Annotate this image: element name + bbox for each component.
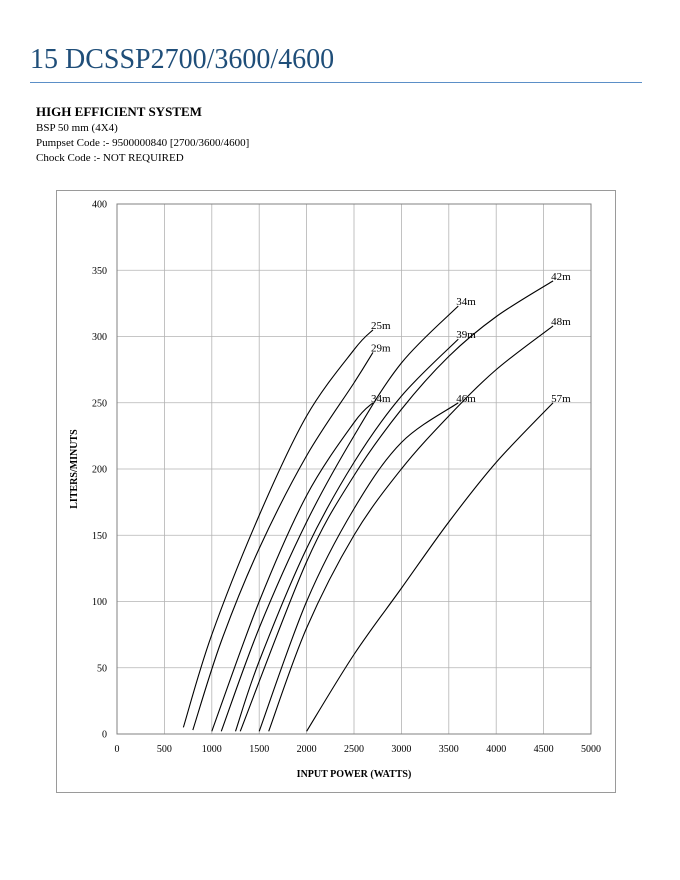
y-tick-label: 300 bbox=[92, 332, 107, 343]
system-heading: HIGH EFFICIENT SYSTEM bbox=[36, 104, 202, 119]
curve-label-39m: 39m bbox=[456, 329, 476, 342]
page-title: 15 DCSSP2700/3600/4600 bbox=[30, 44, 335, 75]
y-axis-label: LITERS/MINUTS bbox=[69, 429, 80, 509]
x-tick-label: 5000 bbox=[581, 744, 601, 755]
head-curve-42m bbox=[240, 281, 553, 731]
chock-code: Chock Code :- NOT REQUIRED bbox=[36, 152, 184, 164]
y-tick-label: 0 bbox=[102, 729, 107, 741]
x-tick-label: 1000 bbox=[201, 744, 222, 755]
head-curve-57m bbox=[307, 403, 553, 732]
pumpset-code: Pumpset Code :- 9500000840 [2700/3600/4600] bbox=[36, 137, 250, 149]
curve-label-42m: 42m bbox=[551, 270, 571, 283]
x-tick-label: 500 bbox=[156, 744, 172, 755]
curve-label-25m: 25m bbox=[370, 319, 391, 332]
x-tick-label: 4500 bbox=[533, 744, 554, 755]
y-tick-label: 100 bbox=[92, 597, 107, 608]
x-tick-label: 4000 bbox=[486, 744, 507, 755]
y-tick-label: 150 bbox=[92, 530, 107, 542]
y-tick-label: 350 bbox=[92, 265, 107, 277]
curves bbox=[183, 281, 553, 731]
x-tick-label: 3000 bbox=[391, 744, 412, 755]
tick-labels bbox=[92, 200, 601, 756]
curve-label-57m: 57m bbox=[551, 392, 571, 405]
x-tick-label: 1500 bbox=[249, 744, 270, 755]
head-curve-34m bbox=[212, 403, 373, 732]
head-curve-29m bbox=[193, 352, 373, 730]
curve-label-34m: 34m bbox=[370, 392, 391, 405]
curve-label-34m: 34m bbox=[456, 296, 476, 309]
curve-label-46m: 46m bbox=[456, 392, 476, 405]
x-axis-label: INPUT POWER (WATTS) bbox=[296, 769, 412, 780]
x-tick-label: 3500 bbox=[438, 744, 459, 755]
y-tick-label: 250 bbox=[92, 398, 107, 410]
x-tick-label: 2500 bbox=[344, 744, 364, 755]
title-divider bbox=[30, 82, 642, 83]
y-tick-label: 50 bbox=[97, 663, 107, 675]
system-info bbox=[36, 104, 249, 167]
y-tick-label: 400 bbox=[92, 199, 107, 211]
x-tick-label: 2000 bbox=[296, 744, 317, 755]
chart-frame bbox=[56, 190, 616, 793]
head-curve-48m bbox=[269, 326, 553, 731]
performance-chart bbox=[57, 191, 615, 792]
curve-labels bbox=[371, 271, 571, 405]
curve-label-48m: 48m bbox=[551, 315, 571, 328]
head-curve-46m bbox=[259, 403, 458, 732]
y-tick-label: 200 bbox=[92, 464, 107, 476]
curve-label-29m: 29m bbox=[370, 342, 391, 355]
bsp-size: BSP 50 mm (4X4) bbox=[36, 122, 118, 134]
x-tick-label: 0 bbox=[114, 744, 120, 755]
